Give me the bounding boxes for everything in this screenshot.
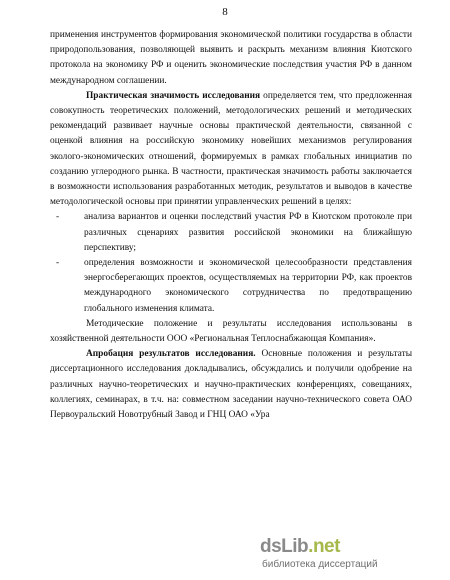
list-item-text: определения возможности и экономической целесообразности представления энергосберегающих проектов, осуществляемых на территории РФ, как проектов международного экономического сотрудничества по предотвращению глобального изменения климата.: [84, 258, 412, 314]
dslib-subtitle: библиотека диссертаций: [262, 559, 378, 570]
practical-significance-text: определяется тем, что предложенная совокупность теоретических положений, методологических решений и методических рекомендаций развивает научные основы практической деятельности, связанной с оценкой влияния на российскую экономику новейших механизмов регулирования эколого-экономических отношений, формируемых в рамках глобальных инициатив по созданию углеродного рынка. В частности, практическая значимость работы заключается в возможности использования разработанных методик, результатов и выводов в качестве методологической основы при принятии управленческих решений в целях:: [50, 90, 412, 208]
paragraph-approbation: [50, 347, 412, 423]
document-body: [50, 28, 412, 423]
dslib-logo: dsLib.net: [260, 536, 340, 557]
list-item: [50, 210, 412, 256]
page-number: 8: [222, 6, 228, 18]
bullet-dash: -: [56, 258, 60, 269]
approbation-text: Основные положения и результаты диссертационного исследования докладывались, обсуждались и получили одобрение на различных научно-теоретических и научно-практических конференциях, совещаниях, коллегиях, семинарах, в т.ч. на: совместном заседании научно-технического совета ОАО Первоуральский Новотрубный Завод и ГНЦ ОАО «Ура: [50, 349, 412, 421]
heading-approbation: Апробация результатов исследования.: [86, 349, 256, 360]
list-item-text: анализа вариантов и оценки последствий участия РФ в Киотском протоколе при различных сценариях развития российской экономики на ближайшую перспективу;: [84, 212, 412, 253]
heading-practical-significance: Практическая значимость исследования: [86, 90, 261, 101]
list-item: [50, 256, 412, 317]
bullet-dash: -: [56, 212, 60, 223]
paragraph-usage: Методические положение и результаты исследования использованы в хозяйственной деятельности ООО «Региональная Теплоснабжающая Компания».: [50, 318, 412, 345]
paragraph-practical-significance: [50, 89, 412, 211]
dslib-watermark[interactable]: [260, 534, 442, 574]
goals-list: [50, 210, 412, 316]
paragraph-intro-continuation: применения инструментов формирования экономической политики государства в области природопользования, позволяющей выявить и раскрыть механизм влияния Киотского протокола на экономику РФ и оценить экономические последствия участия РФ в данном международном соглашении.: [50, 30, 412, 86]
